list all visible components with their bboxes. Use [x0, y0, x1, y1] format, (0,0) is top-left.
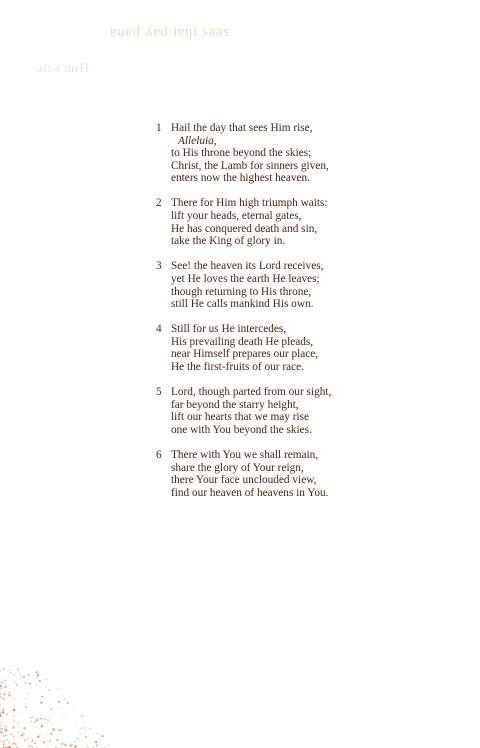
verse-lines	[171, 260, 323, 310]
verse-line: His prevailing death He pleads,	[171, 335, 314, 348]
refrain-alleluia: Alleluia,	[178, 134, 217, 147]
verse-line: See! the heaven its Lord receives,	[171, 260, 324, 273]
verse-line: Lord, though parted from our sight,	[171, 386, 332, 399]
verse-lines	[171, 122, 329, 185]
verse-lines	[171, 323, 318, 373]
bleed-through-header: ɐuɐd ʎɐd ʇɐɥʇ sǝǝs	[110, 24, 230, 40]
verse-line: there Your face unclouded view,	[171, 474, 317, 487]
verse-line: far beyond the starry height,	[171, 398, 299, 411]
verse-line: lift our hearts that we may rise	[171, 411, 310, 424]
verse-line: There with You we shall remain,	[171, 448, 319, 461]
verse-line: He has conquered death and sin,	[171, 222, 318, 235]
verse-5	[156, 386, 456, 436]
verse-line: to His throne beyond the skies;	[171, 147, 312, 160]
verse-number: 4	[156, 323, 162, 336]
paper-speckle-texture	[0, 658, 140, 748]
verse-line: There for Him high triumph waits:	[171, 197, 328, 210]
verse-line: Still for us He intercedes,	[171, 323, 287, 336]
verse-line: enters now the highest heaven.	[171, 172, 310, 185]
verse-number: 1	[156, 122, 162, 134]
verse-lines	[171, 449, 329, 499]
verse-line: take the King of glory in.	[171, 235, 286, 248]
verse-line: share the glory of Your reign,	[171, 461, 304, 474]
verse-1	[156, 122, 456, 185]
verse-3	[156, 260, 456, 310]
verse-line: yet He loves the earth He leaves;	[171, 272, 320, 285]
verse-number: 2	[156, 197, 162, 210]
verse-line: near Himself prepares our place,	[171, 348, 319, 361]
verse-number: 6	[156, 448, 162, 461]
verse-line: Christ, the Lamb for sinners given,	[171, 159, 329, 172]
verse-2	[156, 197, 456, 247]
verse-line: though returning to His throne,	[171, 285, 312, 298]
verse-line: He the first-fruits of our race.	[171, 361, 304, 373]
verse-line: Hail the day that sees Him rise,	[171, 122, 313, 134]
verse-number: 3	[156, 260, 162, 273]
verse-line: still He calls mankind His own.	[171, 298, 314, 311]
verse-6	[156, 449, 456, 499]
verse-line: lift your heads, eternal gates,	[171, 210, 302, 223]
bleed-through-subheader: ɹısǝ ɯıH	[38, 60, 90, 75]
hymn-text	[156, 122, 456, 512]
verse-4	[156, 323, 456, 373]
verse-line: one with You beyond the skies.	[171, 423, 312, 436]
verse-lines	[171, 386, 331, 436]
verse-line: find our heaven of heavens in You.	[171, 486, 329, 499]
verse-lines	[171, 197, 328, 247]
verse-number: 5	[156, 386, 162, 399]
